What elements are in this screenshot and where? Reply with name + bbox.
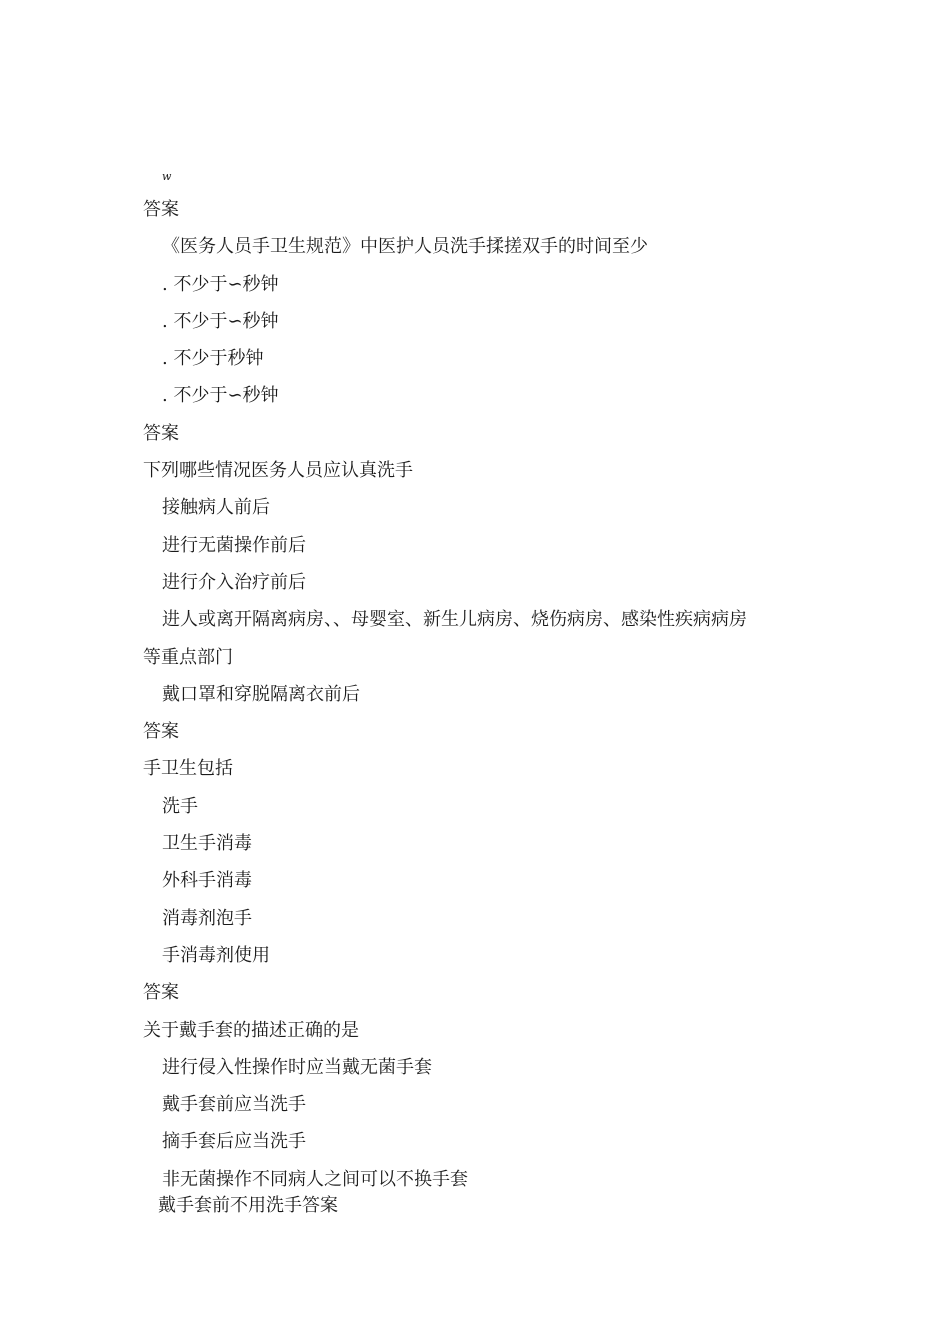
option-item: 洗手 (162, 795, 198, 817)
option-item: 进行侵入性操作时应当戴无菌手套 (162, 1056, 432, 1078)
option-item: 戴手套前应当洗手 (162, 1094, 306, 1116)
option-item: 接触病人前后 (162, 497, 270, 519)
question-text: 下列哪些情况医务人员应认真洗手 (143, 460, 413, 482)
answer-label: 答案 (143, 982, 179, 1004)
option-item: . 不少于秒钟 (162, 348, 264, 370)
option-item: 进行介入治疗前后 (162, 571, 306, 593)
option-item: 外科手消毒 (162, 870, 252, 892)
answer-label: 答案 (143, 199, 179, 220)
option-item: 进人或离开隔离病房、、母婴室、新生儿病房、烧伤病房、感染性疾病病房 (162, 609, 747, 631)
option-item: 进行无菌操作前后 (162, 534, 306, 556)
option-item: . 不少于∽秒钟 (162, 273, 279, 295)
option-item: . 不少于∽秒钟 (162, 310, 279, 332)
option-item: . 不少于∽秒钟 (162, 385, 279, 407)
answer-label: 答案 (143, 422, 179, 444)
option-item: 摘手套后应当洗手 (162, 1131, 306, 1153)
option-item-with-answer: 戴手套前不用洗手答案 (158, 1195, 338, 1216)
document-body (143, 191, 843, 1198)
option-item: 非无菌操作不同病人之间可以不换手套 (162, 1168, 468, 1190)
question-text: 关于戴手套的描述正确的是 (143, 1019, 359, 1041)
option-item: 戴口罩和穿脱隔离衣前后 (162, 683, 360, 705)
option-item: 手消毒剂使用 (162, 944, 270, 966)
option-item-continuation: 等重点部门 (143, 646, 233, 668)
answer-label: 答案 (143, 721, 179, 743)
option-item: 卫生手消毒 (162, 833, 252, 855)
question-text: 《医务人员手卫生规范》中医护人员洗手揉搓双手的时间至少 (162, 236, 648, 258)
page-mark: w (162, 170, 172, 183)
question-text: 手卫生包括 (143, 758, 233, 780)
option-item: 消毒剂泡手 (162, 907, 252, 929)
